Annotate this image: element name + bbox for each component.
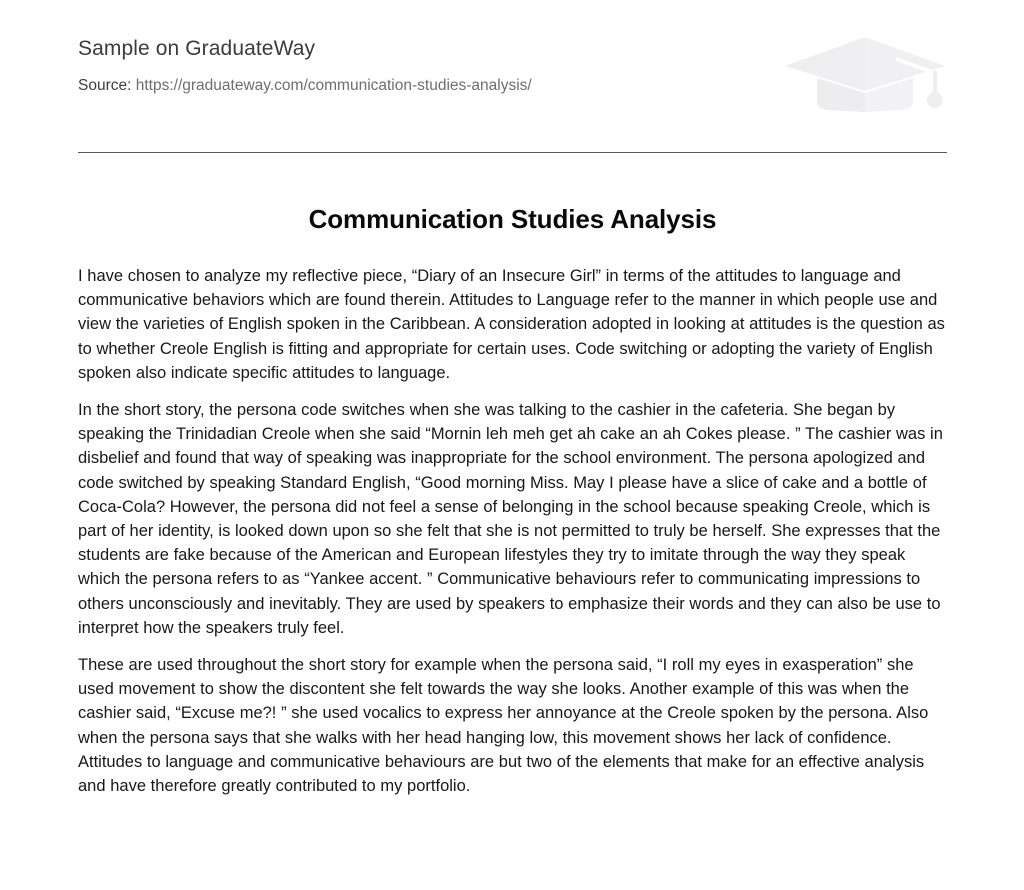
paragraph: These are used throughout the short story for example when the persona said, “I roll my eyes in exasperation” she used movement to show the discontent she felt towards the way she looks. Another example of this was when the cashier said, “Excuse me?! ” she used vocalics to express her annoyance at the Creole spoken by the persona. Also when the persona says that she walks with her head hanging low, this movement shows her lack of confidence. Attitudes to language and communicative behaviours are but two of the elements that make for an effective analysis and have therefore greatly contributed to my portfolio.: [78, 656, 929, 796]
header-divider: [78, 152, 947, 153]
site-title: Sample on GraduateWay: [78, 37, 316, 60]
paragraph: I have chosen to analyze my reflective piece, “Diary of an Insecure Girl” in terms of the attitudes to language and communicative behaviors which are found therein. Attitudes to Language refer to the manner in which people use and view the varieties of English spoken in the Caribbean. A consideration adopted in looking at attitudes is the question as to whether Creole English is fitting and appropriate for certain uses. Code switching or adopting the variety of English spoken also indicate specific attitudes to language.: [78, 267, 945, 382]
paragraph: In the short story, the persona code switches when she was talking to the cashier in the cafeteria. She began by speaking the Trinidadian Creole when she said “Mornin leh meh get ah cake an ah Cokes please. ” The cashier was in disbelief and found that way of speaking was inappropriate for the school environment. The persona apologized and code switched by speaking Standard English, “Good morning Miss. May I please have a slice of cake and a bottle of Coca-Cola? However, the persona did not feel a sense of belonging in the school because speaking Creole, which is part of her identity, is looked down upon so she felt that she is not permitted to truly be herself. She expresses that the students are fake because of the American and European lifestyles they try to imitate through the way they speak which the persona refers to as “Yankee accent. ” Communicative behaviours refer to communicating impressions to others unconsciously and inevitably. They are used by speakers to emphasize their words and they can also be use to interpret how the speakers truly feel.: [78, 401, 943, 637]
source-url[interactable]: https://graduateway.com/communication-studies-analysis/: [135, 77, 532, 94]
source-label: Source:: [78, 77, 132, 94]
page-title: Communication Studies Analysis: [308, 204, 717, 234]
article-body: [78, 264, 947, 798]
graduation-cap-icon: [783, 33, 947, 113]
